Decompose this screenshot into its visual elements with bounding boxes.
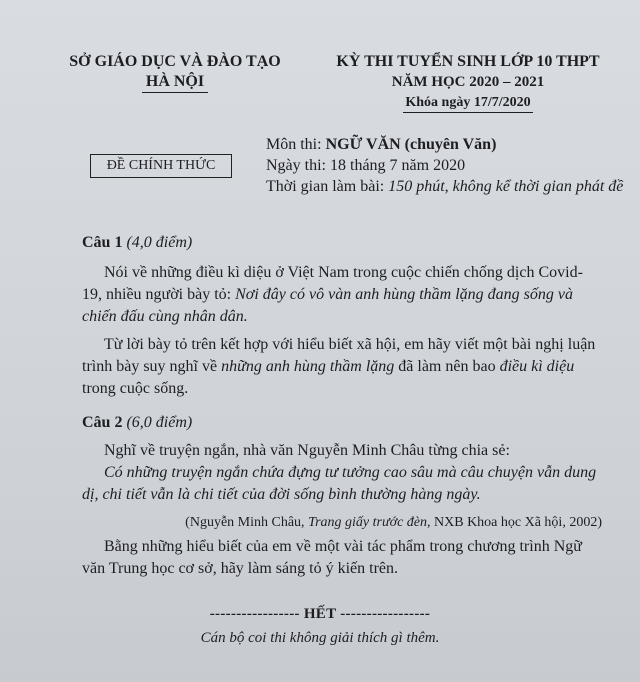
proctor-note: Cán bộ coi thi không giải thích gì thêm.	[200, 630, 440, 646]
exam-header	[318, 52, 618, 113]
exam-info	[266, 134, 623, 197]
subject-label: Môn thi:	[266, 136, 326, 153]
exam-title: KỲ THI TUYỂN SINH LỚP 10 THPT	[336, 53, 600, 70]
exam-date: Ngày thi: 18 tháng 7 năm 2020	[266, 157, 466, 174]
end-marker: ----------------- HẾT -----------------	[209, 606, 431, 622]
question-1-title: Câu 1 (4,0 điểm)	[82, 234, 193, 251]
question-1-quote: Nơi đây có vô vàn anh hùng thầm lặng đang sống và chiến đấu cùng nhân dân.	[82, 286, 573, 325]
question-1-paragraph-2: Từ lời bày tỏ trên kết hợp với hiểu biết xã hội, em hãy viết một bài nghị luận trình bày suy nghĩ về những anh hùng thầm lặng đã làm nên bao điều kì diệu trong cuộc sống.	[82, 336, 596, 397]
time-label: Thời gian làm bài:	[266, 178, 389, 195]
question-2-points: (6,0 điểm)	[126, 414, 193, 431]
time-value: 150 phút, không kể thời gian phát đề	[388, 178, 624, 195]
question-2-citation: (Nguyễn Minh Châu, Trang giấy trước đèn, NXB Khoa học Xã hội, 2002)	[185, 515, 602, 530]
question-1-paragraph-1: Nói về những điều kì diệu ở Việt Nam trong cuộc chiến chống dịch Covid-19, nhiều người bày tỏ: Nơi đây có vô vàn anh hùng thầm lặng đang sống và chiến đấu cùng nhân dân.	[82, 264, 583, 325]
question-2-title: Câu 2 (6,0 điểm)	[82, 414, 193, 431]
exam-body	[82, 232, 602, 580]
department-header	[60, 52, 290, 93]
school-year: NĂM HỌC 2020 – 2021	[391, 74, 545, 90]
question-1-points: (4,0 điểm)	[126, 234, 193, 251]
subject-line	[266, 134, 623, 155]
exam-session-date: Khóa ngày 17/7/2020	[403, 93, 532, 113]
question-2-quote: Có những truyện ngắn chứa đựng tư tưởng cao sâu mà câu chuyện vẫn dung dị, chi tiết vẫn là chi tiết của đời sống bình thường hàng ngày.	[82, 464, 597, 503]
official-exam-label: ĐỀ CHÍNH THỨC	[90, 154, 232, 178]
subject-value: NGỮ VĂN (chuyên Văn)	[325, 136, 497, 153]
question-2-paragraph-1: Nghĩ về truyện ngắn, nhà văn Nguyễn Minh Châu từng chia sẻ:	[104, 442, 510, 459]
department-city: HÀ NỘI	[142, 72, 208, 93]
time-line	[266, 176, 623, 197]
department-name: SỞ GIÁO DỤC VÀ ĐÀO TẠO	[69, 53, 281, 70]
question-2-paragraph-2: Bằng những hiểu biết của em về một vài tác phẩm trong chương trình Ngữ văn Trung học cơ sở, hãy làm sáng tỏ ý kiến trên.	[82, 538, 582, 577]
